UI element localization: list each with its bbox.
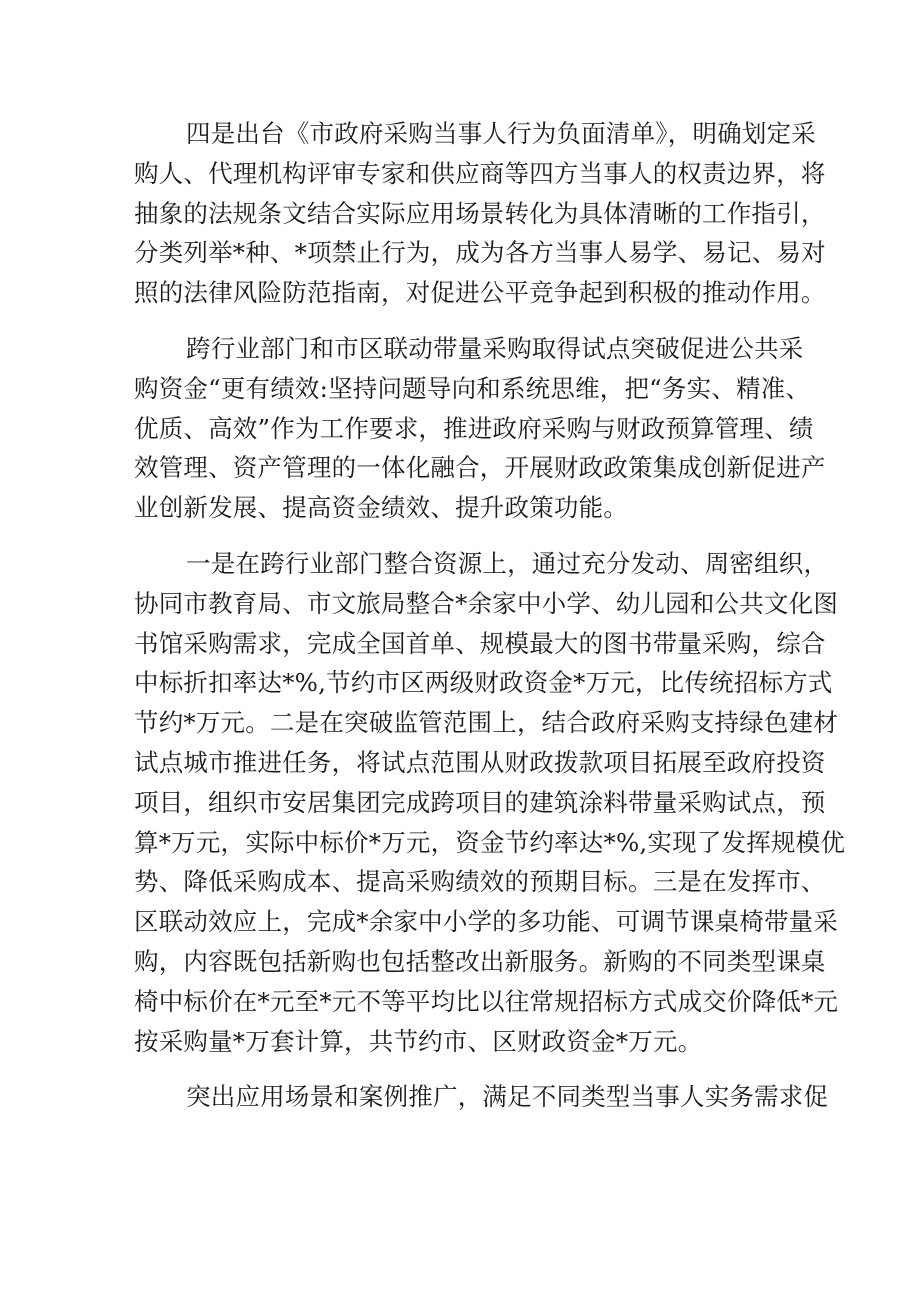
paragraph-application-scenarios <box>134 1077 829 1117</box>
text-line: 跨行业部门和市区联动带量采购取得试点突破促进公共采 <box>186 333 804 363</box>
text-line: 购，内容既包括新购也包括整改出新服务。新购的不同类型课桌 <box>134 946 826 976</box>
paragraph-spacer <box>134 1061 814 1077</box>
text-line: 协同市教育局、市文旅局整合*余家中小学、幼儿园和公共文化图 <box>134 588 839 618</box>
text-line: 试点城市推进任务，将试点范围从财政拨款项目拓展至政府投资 <box>134 747 826 777</box>
text-line: 节约*万元。二是在突破监管范围上，结合政府采购支持绿色建材 <box>134 708 839 738</box>
text-line: 优质、高效”作为工作要求，推进政府采购与财政预算管理、绩 <box>134 413 814 443</box>
text-line: 中标折扣率达*%,节约市区两级财政资金*万元，比传统招标方式 <box>134 668 833 698</box>
text-line: 势、降低采购成本、提高采购绩效的预期目标。三是在发挥市、 <box>134 867 826 897</box>
text-line: 按采购量*万套计算，共节约市、区财政资金*万元。 <box>134 1026 703 1056</box>
text-line: 区联动效应上，完成*余家中小学的多功能、可调节课桌椅带量采 <box>134 907 839 937</box>
text-line: 分类列举*种、*项禁止行为，成为各方当事人易学、易记、易对 <box>134 238 826 268</box>
text-line: 购人、代理机构评审专家和供应商等四方当事人的权责边界，将 <box>134 158 826 188</box>
text-line: 书馆采购需求，完成全国首单、规模最大的图书带量采购，综合 <box>134 628 826 658</box>
paragraph-cross-sector-heading <box>134 329 826 528</box>
paragraph-spacer <box>134 528 814 544</box>
paragraph-negative-list <box>134 114 826 313</box>
text-line: 抽象的法规条文结合实际应用场景转化为具体清晰的工作指引， <box>134 198 826 228</box>
text-line: 购资金“更有绩效:坚持问题导向和系统思维，把“务实、精准、 <box>134 373 811 403</box>
text-line: 项目，组织市安居集团完成跨项目的建筑涂料带量采购试点，预 <box>134 787 826 817</box>
paragraph-spacer <box>134 313 814 329</box>
text-line: 业创新发展、提高资金绩效、提升政策功能。 <box>134 493 628 523</box>
text-line: 一是在跨行业部门整合资源上，通过充分发动、周密组织， <box>186 548 829 578</box>
text-line: 照的法律风险防范指南，对促进公平竞争起到积极的推动作用。 <box>134 278 826 308</box>
text-line: 四是出台《市政府采购当事人行为负面清单》，明确划定采 <box>186 119 816 148</box>
text-line: 突出应用场景和案例推广，满足不同类型当事人实务需求促 <box>186 1082 829 1112</box>
document-body <box>134 114 846 1117</box>
text-line: 效管理、资产管理的一体化融合，开展财政政策集成创新促进产 <box>134 453 826 483</box>
text-line: 算*万元，实际中标价*万元，资金节约率达*%,实现了发挥规模优 <box>134 827 846 857</box>
paragraph-measures-detail <box>134 544 846 1061</box>
text-line: 椅中标价在*元至*元不等平均比以往常规招标方式成交价降低*元 <box>134 986 839 1016</box>
